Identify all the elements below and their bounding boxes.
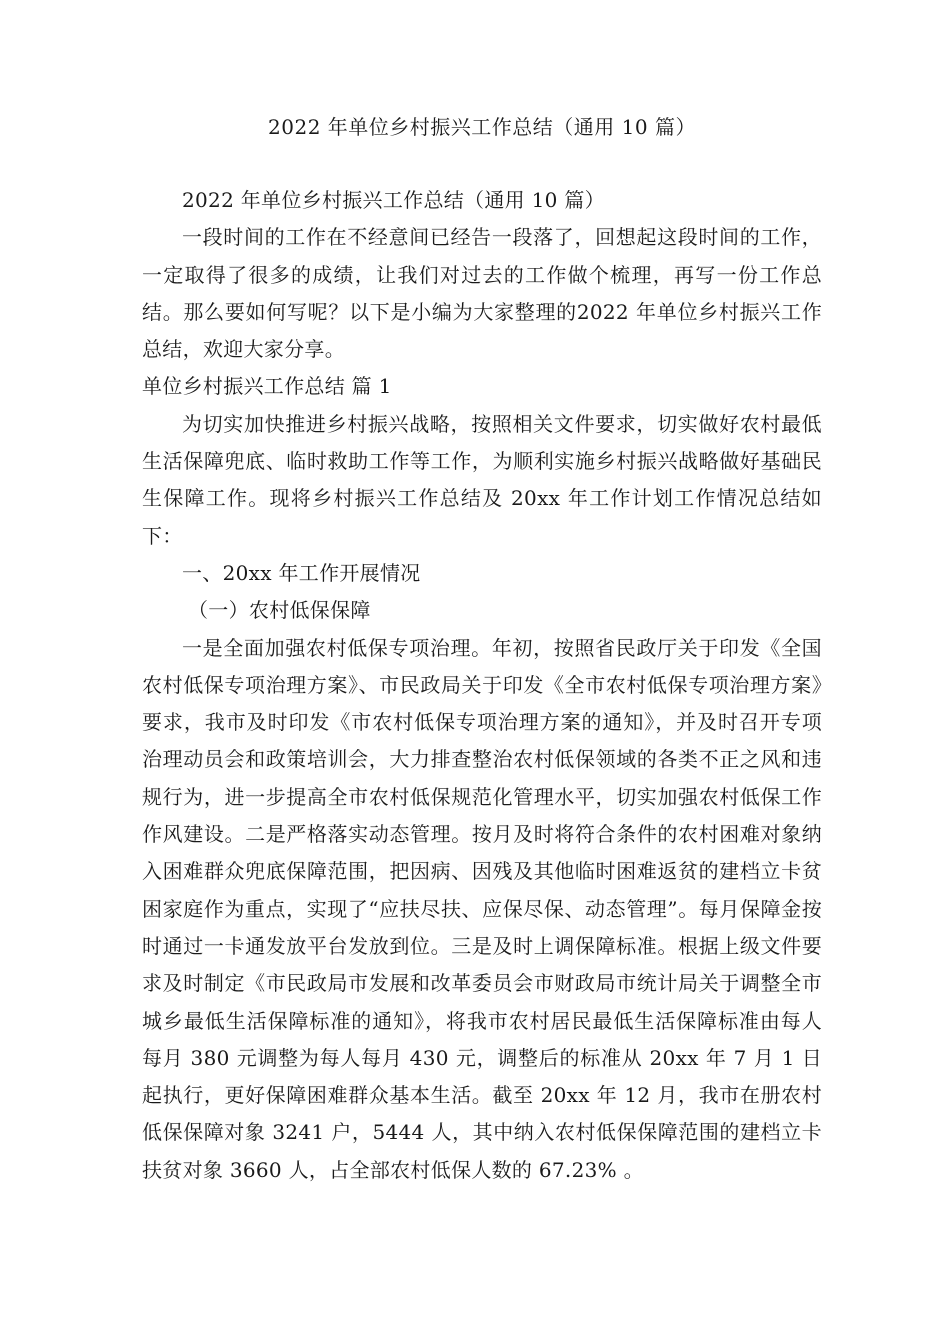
sub-heading-2: （一）农村低保保障 (188, 598, 371, 623)
document-body (142, 182, 822, 1189)
document-subtitle: 2022 年单位乡村振兴工作总结（通用 10 篇） (182, 188, 605, 212)
paragraph-1: 为切实加快推进乡村振兴战略，按照相关文件要求，切实做好农村最低生活保障兜底、临时救助工作等工作，为顺利实施乡村振兴战略做好基础民生保障工作。现将乡村振兴工作总结及 20xx 年工作计划工作情况总结如下： (142, 411, 822, 548)
section-heading: 单位乡村振兴工作总结 篇 1 (142, 374, 392, 399)
document-page (142, 112, 822, 1189)
document-title: 2022 年单位乡村振兴工作总结（通用 10 篇） (268, 115, 696, 139)
paragraph-2: 一是全面加强农村低保专项治理。年初，按照省民政厅关于印发《全国农村低保专项治理方案》、市民政局关于印发《全市农村低保专项治理方案》要求，我市及时印发《市农村低保专项治理方案的通知》，并及时召开专项治理动员会和政策培训会，大力排查整治农村低保领域的各类不正之风和违规行为，进一步提高全市农村低保规范化管理水平，切实加强农村低保工作作风建设。二是严格落实动态管理。按月及时将符合条件的农村困难对象纳入困难群众兜底保障范围，把因病、因残及其他临时困难返贫的建档立卡贫困家庭作为重点，实现了“应扶尽扶、应保尽保、动态管理”。每月保障金按时通过一卡通发放平台发放到位。三是及时上调保障标准。根据上级文件要求及时制定《市民政局市发展和改革委员会市财政局市统计局关于调整全市城乡最低生活保障标准的通知》，将我市农村居民最低生活保障标准由每人每月 380 元调整为每人每月 430 元，调整后的标准从 20xx 年 7 月 1 日起执行，更好保障困难群众基本生活。截至 20xx 年 12 月，我市在册农村低保保障对象 3241 户，5444 人，其中纳入农村低保保障范围的建档立卡扶贫对象 3660 人，占全部农村低保人数的 67.23% 。 (142, 635, 822, 1182)
sub-heading-1: 一、20xx 年工作开展情况 (182, 560, 421, 585)
intro-paragraph: 一段时间的工作在不经意间已经告一段落了，回想起这段时间的工作，一定取得了很多的成绩，让我们对过去的工作做个梳理，再写一份工作总结。那么要如何写呢？以下是小编为大家整理的2022 年单位乡村振兴工作总结，欢迎大家分享。 (142, 225, 822, 362)
